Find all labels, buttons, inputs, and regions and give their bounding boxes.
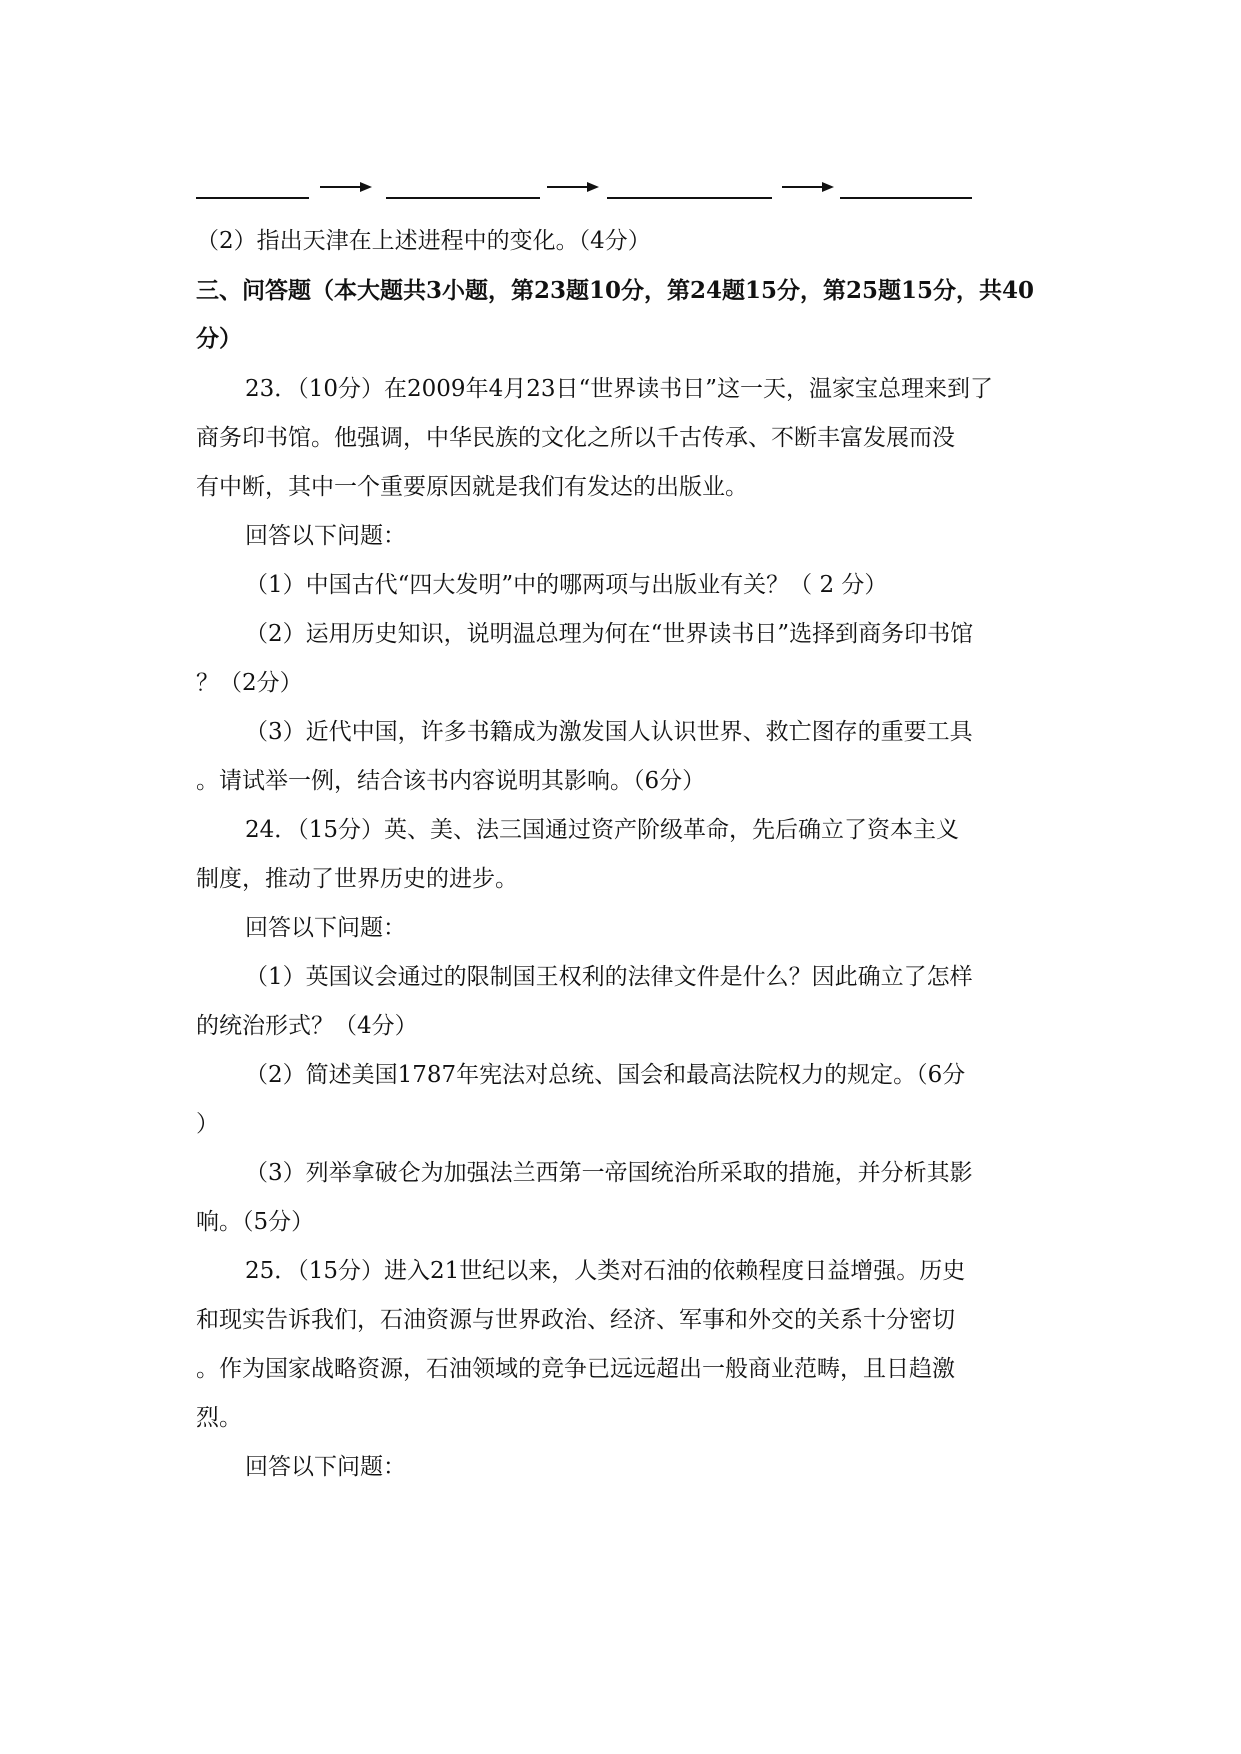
- question-24-part-1: 的统治形式？（4分）: [196, 1013, 418, 1039]
- question-23-part-2: （2）运用历史知识，说明温总理为何在“世界读书日”选择到商务印书馆: [245, 621, 974, 647]
- question-24-part-2: （2）简述美国1787年宪法对总统、国会和最高法院权力的规定。（6分: [245, 1062, 966, 1088]
- question-22-part-2: （2）指出天津在上述进程中的变化。（4分）: [196, 228, 651, 254]
- answer-blank-2[interactable]: [386, 197, 540, 199]
- section-3-heading-continued: 分）: [196, 325, 242, 352]
- question-25-text: 和现实告诉我们，石油资源与世界政治、经济、军事和外交的关系十分密切: [196, 1307, 955, 1333]
- arrow-right-icon: [547, 180, 599, 194]
- arrow-right-icon: [782, 180, 834, 194]
- question-25-text: 。作为国家战略资源，石油领域的竞争已远远超出一般商业范畴，且日趋激: [196, 1356, 955, 1382]
- question-24-part-1: （1）英国议会通过的限制国王权利的法律文件是什么？因此确立了怎样: [245, 964, 973, 990]
- question-25-prompt: 回答以下问题：: [245, 1454, 406, 1480]
- question-23-part-1: （1）中国古代“四大发明”中的哪两项与出版业有关？（ 2 分）: [245, 572, 888, 598]
- question-24-text: 24．（15分）英、美、法三国通过资产阶级革命，先后确立了资本主义: [245, 817, 960, 843]
- question-23-text: 有中断，其中一个重要原因就是我们有发达的出版业。: [196, 474, 748, 500]
- question-25-text: 25．（15分）进入21世纪以来，人类对石油的依赖程度日益增强。历史: [245, 1258, 966, 1284]
- question-23-text: 23．（10分）在2009年4月23日“世界读书日”这一天，温家宝总理来到了: [245, 376, 993, 402]
- answer-blank-1[interactable]: [196, 197, 309, 199]
- question-23-text: 商务印书馆。他强调，中华民族的文化之所以千古传承、不断丰富发展而没: [196, 425, 955, 451]
- question-24-part-2: ）: [196, 1111, 219, 1137]
- question-23-prompt: 回答以下问题：: [245, 523, 406, 549]
- question-23-part-3: （3）近代中国，许多书籍成为激发国人认识世界、救亡图存的重要工具: [245, 719, 973, 745]
- answer-blanks-sequence: [196, 160, 1016, 210]
- question-24-part-3: （3）列举拿破仑为加强法兰西第一帝国统治所采取的措施，并分析其影: [245, 1160, 973, 1186]
- question-23-part-3: 。请试举一例，结合该书内容说明其影响。（6分）: [196, 768, 706, 794]
- question-24-text: 制度，推动了世界历史的进步。: [196, 866, 518, 892]
- question-25-text: 烈。: [196, 1405, 242, 1431]
- question-24-part-3: 响。（5分）: [196, 1209, 315, 1235]
- answer-blank-3[interactable]: [607, 197, 772, 199]
- section-3-heading: 三、问答题（本大题共3小题，第23题10分，第24题15分，第25题15分，共40: [196, 277, 1035, 304]
- answer-blank-4[interactable]: [840, 197, 972, 199]
- question-23-part-2: ？（2分）: [196, 670, 303, 696]
- arrow-right-icon: [320, 180, 372, 194]
- question-24-prompt: 回答以下问题：: [245, 915, 406, 941]
